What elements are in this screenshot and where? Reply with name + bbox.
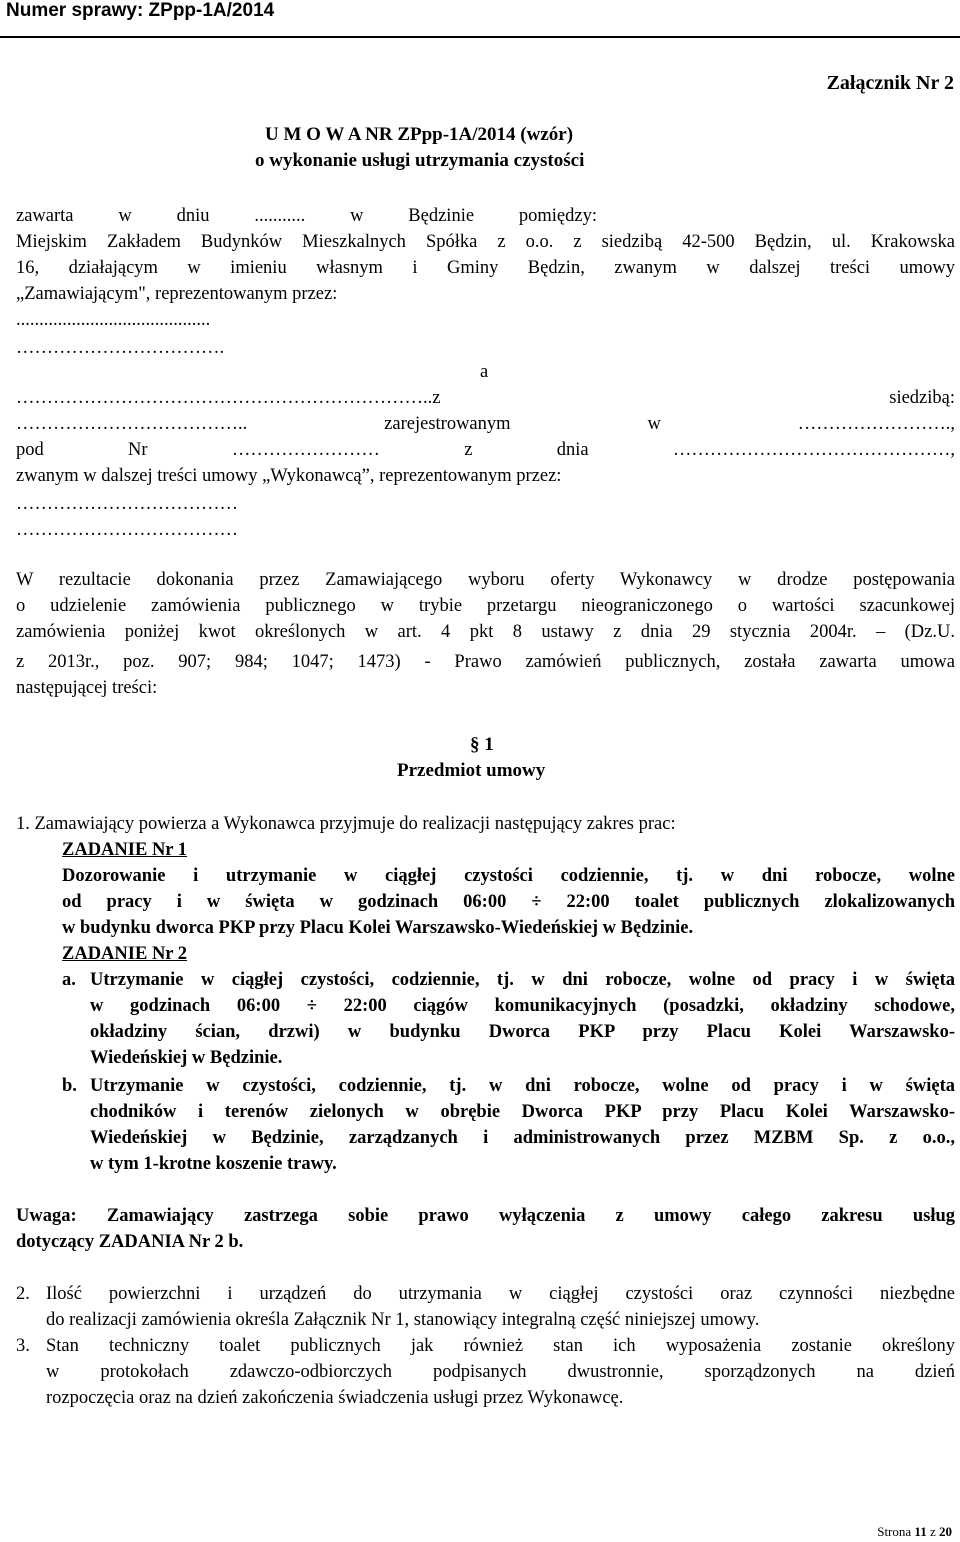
task-1-title: ZADANIE Nr 1 (62, 840, 188, 860)
point-1-text: 1. Zamawiający powierza a Wykonawca przyjmuje do realizacji następujący zakres prac: (16, 814, 676, 834)
current-page: 11 (914, 1524, 927, 1539)
task-2-title: ZADANIE Nr 2 (62, 944, 188, 964)
task-1-line: od pracy i w święta w godzinach 06:00 ÷ 22:00 toalet publicznych zlokalizowanych (62, 892, 955, 912)
section-number: § 1 (470, 734, 494, 755)
point-2-line: do realizacji zamówienia określa Załącznik Nr 1, stanowiący integralną część niniejszej umowy. (46, 1310, 760, 1330)
intro-line: pod Nr …………………… z dnia ………………………………………, (16, 440, 955, 460)
page-footer: Strona 11 z 20 (877, 1524, 952, 1539)
task-2b-line: Wiedeńskiej w Będzinie, zarządzanych i administrowanych przez MZBM Sp. z o.o., (90, 1128, 955, 1148)
task-2a-line: w godzinach 06:00 ÷ 22:00 ciągów komunikacyjnych (posadzki, okładziny schodowe, (90, 996, 955, 1016)
section-sign-icon: § (470, 734, 485, 755)
intro-line: 16, działającym w imieniu własnym i Gminy Będzin, zwanym w dalszej treści umowy (16, 258, 955, 278)
task-1-line: w budynku dworca PKP przy Placu Kolei Warszawsko-Wiedeńskiej w Będzinie. (62, 918, 694, 938)
task-2b-line: chodników i terenów zielonych w obrębie Dworca PKP przy Placu Kolei Warszawsko- (90, 1102, 955, 1122)
task-2a-line: Utrzymanie w ciągłej czystości, codziennie, tj. w dni robocze, wolne od pracy i w święta (90, 970, 955, 990)
task-2b-line: w tym 1-krotne koszenie trawy. (90, 1154, 337, 1174)
note-line: dotyczący ZADANIA Nr 2 b. (16, 1232, 244, 1252)
contract-subtitle: o wykonanie usługi utrzymania czystości (255, 150, 585, 171)
note-line: Uwaga: Zamawiający zastrzega sobie prawo wyłączenia z umowy całego zakresu usług (16, 1206, 955, 1226)
task-2a-line: Wiedeńskiej w Będzinie. (90, 1048, 283, 1068)
total-pages: 20 (939, 1524, 952, 1539)
point-3-line: Stan techniczny toalet publicznych jak również stan ich wyposażenia zostanie określony (46, 1336, 955, 1356)
annex-label: Załącznik Nr 2 (826, 72, 954, 94)
point-2-line: Ilość powierzchni i urządzeń do utrzymania w ciągłej czystości oraz czynności niezbędne (46, 1284, 955, 1304)
intro-line: a (480, 362, 489, 382)
task-1-line: Dozorowanie i utrzymanie w ciągłej czystości codziennie, tj. w dni robocze, wolne (62, 866, 955, 886)
intro-line: Miejskim Zakładem Budynków Mieszkalnych Spółka z o.o. z siedzibą 42-500 Będzin, ul. Krakowska (16, 232, 955, 252)
intro-line: …………………………………………………………..z siedzibą: (16, 388, 955, 408)
contract-title: U M O W A NR ZPpp-1A/2014 (wzór) (265, 124, 574, 145)
intro-line: ……………………………… (16, 520, 238, 540)
point-3-line: w protokołach zdawczo-odbiorczych podpisanych dwustronnie, sporządzonych na dzień (46, 1362, 955, 1382)
task-2b-line: Utrzymanie w czystości, codziennie, tj. w dni robocze, wolne od pracy i w święta (90, 1076, 955, 1096)
recital-line: W rezultacie dokonania przez Zamawiającego wyboru oferty Wykonawcy w drodze postępowania (16, 570, 955, 590)
task-2a-line: okładziny ścian, drzwi) w budynku Dworca PKP przy Placu Kolei Warszawsko- (90, 1022, 955, 1042)
header-rule (0, 36, 960, 38)
recital-line: następującej treści: (16, 678, 158, 698)
recital-line: zamówienia poniżej kwot określonych w art. 4 pkt 8 ustawy z dnia 29 stycznia 2004r. – (Dz.U. (16, 622, 955, 642)
task-2a-label: a. (62, 970, 76, 990)
intro-line: ……………………………. (16, 338, 225, 358)
intro-line: .......................................... (16, 310, 211, 330)
point-2-label: 2. (16, 1284, 30, 1304)
intro-line: ……………………………….. zarejestrowanym w ……………………., (16, 414, 955, 434)
intro-line: zawarta w dniu ........... w Będzinie pomiędzy: (16, 206, 597, 226)
case-number: Numer sprawy: ZPpp-1A/2014 (6, 0, 275, 21)
point-3-label: 3. (16, 1336, 30, 1356)
section-title: Przedmiot umowy (397, 760, 546, 781)
point-3-line: rozpoczęcia oraz na dzień zakończenia świadczenia usługi przez Wykonawcę. (46, 1388, 624, 1408)
task-2b-label: b. (62, 1076, 77, 1096)
intro-line: „Zamawiającym", reprezentowanym przez: (16, 284, 338, 304)
recital-line: o udzielenie zamówienia publicznego w trybie przetargu nieograniczonego o wartości szacunkowej (16, 596, 955, 616)
intro-line: ……………………………… (16, 494, 238, 514)
intro-line: zwanym w dalszej treści umowy „Wykonawcą”, reprezentowanym przez: (16, 466, 562, 486)
recital-line: z 2013r., poz. 907; 984; 1047; 1473) - Prawo zamówień publicznych, została zawarta umowa (16, 652, 955, 672)
